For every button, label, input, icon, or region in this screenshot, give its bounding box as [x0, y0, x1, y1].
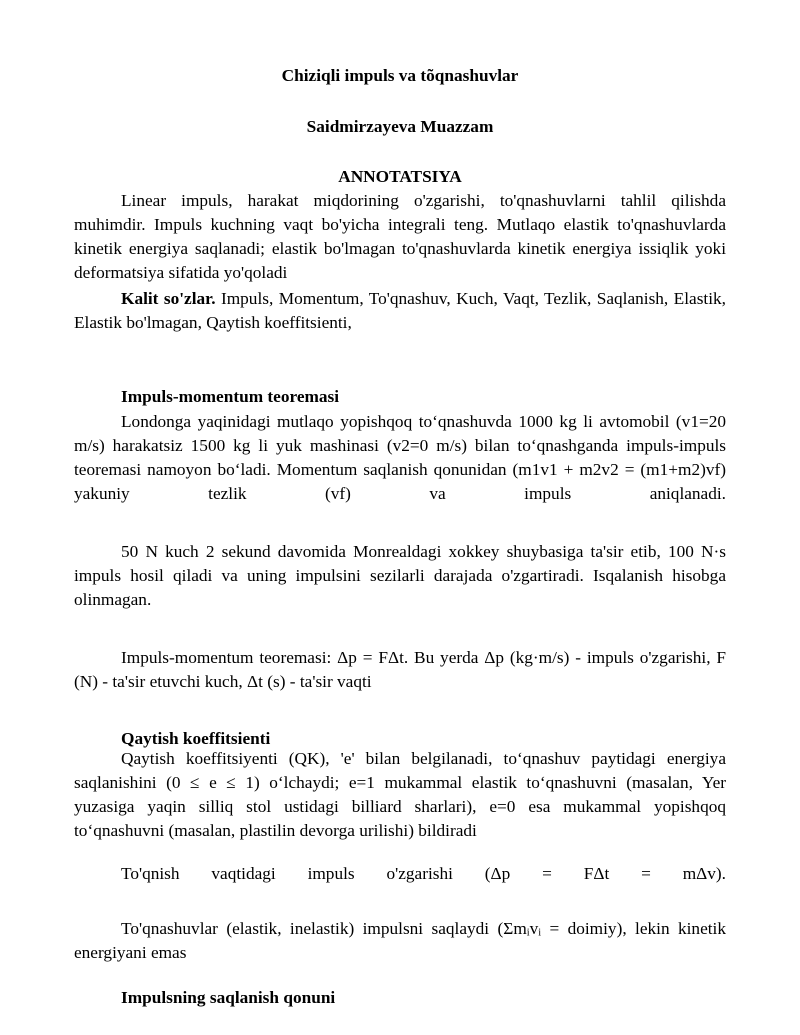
paragraph-text: Qaytish koeffitsiyenti (QK), 'e' bilan belgilanadi, to‘qnashuv paytidagi energiya saqlanishini (0 ≤ e ≤ 1) o‘lchaydi; e=1 mukammal elastik to‘qnashuvni (masalan, Yer yuzasiga yaqin silliq stol ustidagi billiard sharlari), e=0 esa mukammal yopishqoq to‘qnashuvni (masalan, plastilin devorga urilishi) bildiradi — [74, 749, 726, 840]
paragraph-impulse-change — [74, 862, 726, 886]
paragraph-restitution — [74, 747, 726, 843]
paragraph-text: To'qnashuvlar (elastik, inelastik) impulsni saqlaydi (Σmᵢvᵢ = doimiy), lekin kinetik energiyani emas — [74, 919, 726, 962]
paragraph-collision-conservation — [74, 917, 726, 965]
keywords-label: Kalit so'zlar. — [121, 289, 216, 308]
paragraph-text: To'qnish vaqtidagi impuls o'zgarishi (Δp = FΔt = mΔv). — [121, 864, 726, 883]
paragraph-text: Impuls-momentum teoremasi: Δp = FΔt. Bu yerda Δp (kg·m/s) - impuls o'zgarishi, F (N) - ta'sir etuvchi kuch, Δt (s) - ta'sir vaqti — [74, 648, 726, 691]
document-title: Chiziqli impuls va tõqnashuvlar — [281, 66, 519, 85]
paragraph-text: 50 N kuch 2 sekund davomida Monrealdagi xokkey shuybasiga ta'sir etib, 100 N·s impuls hosil qiladi va uning impulsini sezilarli darajada o'zgartiradi. Isqalanish hisobga olinmagan. — [74, 542, 726, 609]
keywords-text: Impuls, Momentum, To'qnashuv, Kuch, Vaqt, Tezlik, Saqlanish, Elastik, Elastik bo'lmagan, Qaytish koeffitsienti, — [74, 289, 726, 332]
abstract-text: Linear impuls, harakat miqdorining o'zgarishi, to'qnashuvlarni tahlil qilishda muhimdir. Impuls kuchning vaqt bo'yicha integrali teng. Mutlaqo elastik to'qnashuvlarda kinetik energiya saqlanadi; elastik bo'lmagan to'qnashuvlarda kinetik energiya issiqlik yoki deformatsiya sifatida yo'qoladi — [74, 191, 726, 282]
section-heading-impulse-momentum: Impuls-momentum teoremasi — [121, 387, 340, 406]
paragraph-theorem-formula — [74, 646, 726, 694]
author-name: Saidmirzayeva Muazzam — [306, 117, 494, 136]
keywords-paragraph — [74, 287, 726, 335]
section-heading-restitution: Qaytish koeffitsienti — [121, 729, 271, 748]
section-heading-conservation-law: Impulsning saqlanish qonuni — [121, 988, 336, 1007]
paragraph-london-collision — [74, 410, 726, 506]
paragraph-text: Londonga yaqinidagi mutlaqo yopishqoq to‘qnashuvda 1000 kg li avtomobil (v1=20 m/s) harakatsiz 1500 kg li yuk mashinasi (v2=0 m/s) bilan to‘qnashganda impuls-impuls teoremasi namoyon bo‘ladi. Momentum saqlanish qonunidan (m1v1 + m2v2 = (m1+m2)vf) yakuniy tezlik (vf) va impuls aniqlanadi. — [74, 412, 726, 503]
abstract-paragraph — [74, 189, 726, 285]
paragraph-hockey-puck — [74, 540, 726, 612]
abstract-heading: ANNOTATSIYA — [338, 167, 462, 186]
